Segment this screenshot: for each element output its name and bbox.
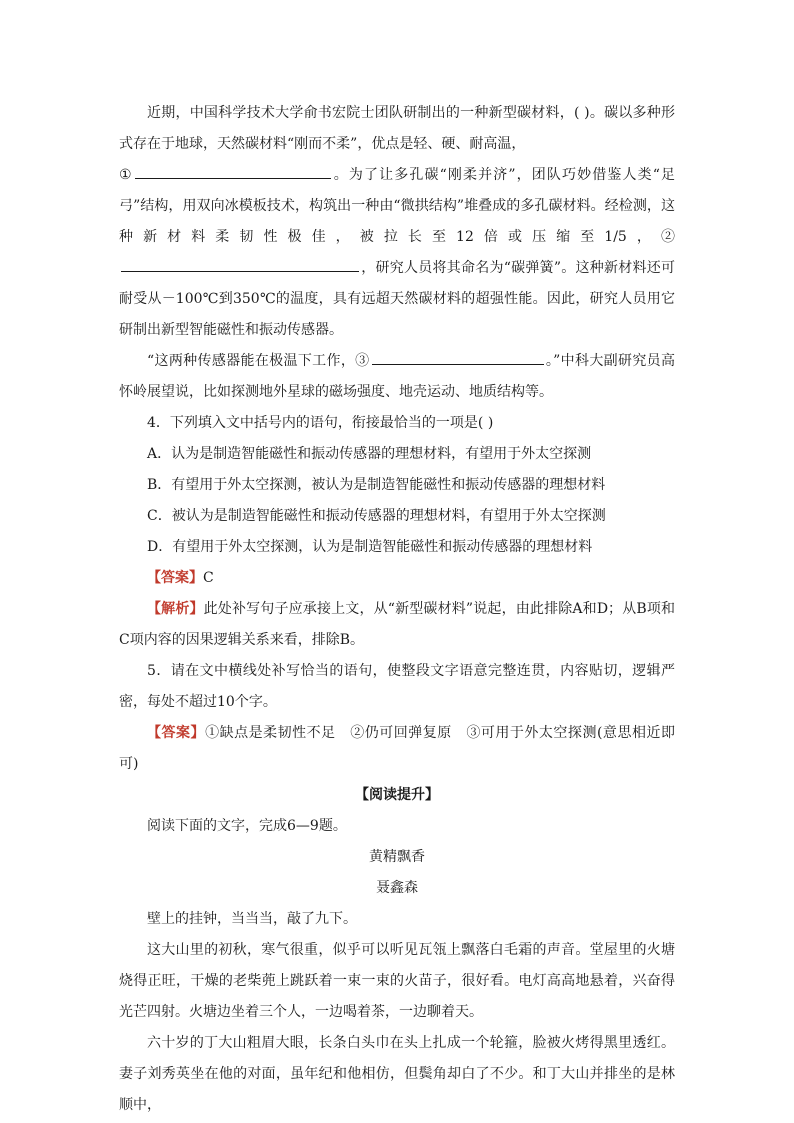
option-d: D．有望用于外太空探测，认为是制造智能磁性和振动传感器的理想材料 <box>147 539 593 555</box>
answer-4 <box>119 563 675 594</box>
passage-text: “这两种传感器能在极温下工作， <box>147 353 356 369</box>
article-paragraph: 六十岁的丁大山粗眉大眼，长条白头巾在头上扎成一个轮箍，脸被火烤得黑里透红。妻子刘秀英坐在他的对面，虽年纪和他相仿，但鬓角却白了不少。和丁大山并排坐的是林顺中， <box>119 1035 675 1113</box>
question-4-stem: 4．下列填入文中括号内的语句，衔接最恰当的一项是( ) <box>147 415 494 431</box>
passage-text: 。”中科大副研究员高怀岭展望说，比如探测地外星球的磁场强度、地壳运动、地质结构等。 <box>119 353 675 400</box>
fill-blank-1 <box>135 164 331 179</box>
answer-text: ①缺点是柔韧性不足 ②仍可回弹复原 ③可用于外太空探测(意思相近即可) <box>119 725 675 772</box>
answer-5 <box>119 718 675 780</box>
analysis-4 <box>119 594 675 656</box>
answer-tag: 【答案】 <box>147 570 203 586</box>
blank-number-2: ② <box>661 229 675 245</box>
question-5-stem: 5．请在文中横线处补写恰当的语句，使整段文字语意完整连贯，内容贴切，逻辑严密，每处不超过10个字。 <box>119 663 675 710</box>
option-b: B．有望用于外太空探测，被认为是制造智能磁性和振动传感器的理想材料 <box>147 477 606 493</box>
passage-text: 近期，中国科学技术大学俞书宏院士团队研制出的一种新型碳材料，( )。碳以多种形式存在于地球，天然碳材料“刚而不柔”，优点是轻、硬、耐高温， <box>119 105 675 152</box>
article-title: 黄精飘香 <box>369 849 425 865</box>
fill-blank-3 <box>372 350 544 365</box>
analysis-text: 此处补写句子应承接上文，从“新型碳材料”说起，由此排除A和D；从B项和C项内容的因果逻辑关系来看，排除B。 <box>119 601 675 648</box>
passage-text: 。为了让多孔碳“刚柔并济”，团队巧妙借鉴人类“足弓”结构，用双向冰模板技术，构筑出一种由“微拱结构”堆叠成的多孔碳材料。经检测，这种新材料柔韧性极佳，被拉长至12倍或压缩至1/5， <box>119 167 675 245</box>
analysis-tag: 【解析】 <box>147 601 204 617</box>
passage-paragraph-1 <box>119 98 675 346</box>
answer-text: C <box>203 570 214 586</box>
fill-blank-2 <box>121 257 359 272</box>
reading-intro: 阅读下面的文字，完成6—9题。 <box>147 818 347 834</box>
option-c: C．被认为是制造智能磁性和振动传感器的理想材料，有望用于外太空探测 <box>147 508 606 524</box>
blank-number-3: ③ <box>355 353 370 369</box>
passage-paragraph-2 <box>119 346 675 408</box>
article-paragraph: 壁上的挂钟，当当当，敲了九下。 <box>147 911 357 927</box>
blank-number-1: ① <box>119 167 133 183</box>
article-paragraph: 这大山里的初秋，寒气很重，似乎可以听见瓦瓴上飘落白毛霜的声音。堂屋里的火塘烧得正旺，干燥的老柴蔸上跳跃着一束一束的火苗子，很好看。电灯高高地悬着，兴奋得光芒四射。火塘边坐着三个人，一边喝着茶，一边聊着天。 <box>119 942 675 1020</box>
passage-text: ，研究人员将其命名为“碳弹簧”。这种新材料还可耐受从－100℃到350℃的温度，具有远超天然碳材料的超强性能。因此，研究人员用它研制出新型智能磁性和振动传感器。 <box>119 260 675 338</box>
section-title: 【阅读提升】 <box>355 787 439 803</box>
option-a: A．认为是制造智能磁性和振动传感器的理想材料，有望用于外太空探测 <box>147 446 592 462</box>
answer-tag: 【答案】 <box>147 725 206 741</box>
article-author: 聂鑫森 <box>376 880 418 896</box>
document-page <box>119 98 675 1121</box>
